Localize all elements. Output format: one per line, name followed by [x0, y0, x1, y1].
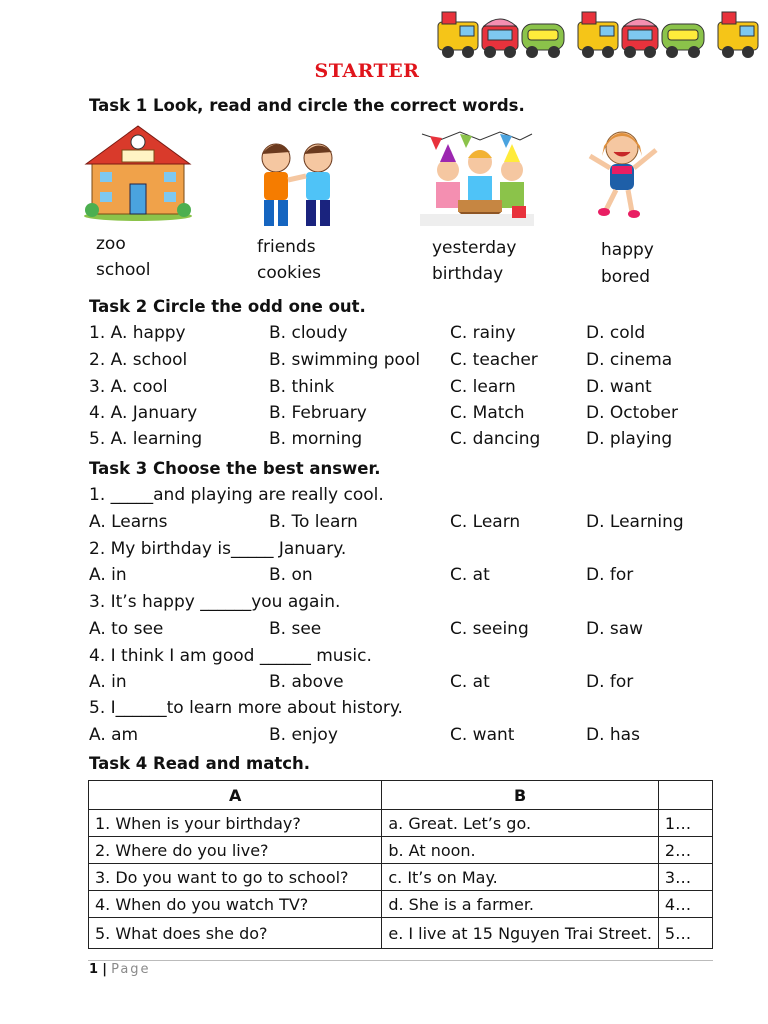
page-number: 1	[89, 962, 99, 977]
task2-option[interactable]: 5. A. learning	[89, 429, 203, 449]
question-cell: 2. Where do you live?	[89, 837, 382, 864]
task3-option[interactable]: C. seeing	[450, 619, 529, 639]
task2-option[interactable]: D. cinema	[586, 350, 673, 370]
task3-option[interactable]: A. in	[89, 672, 127, 692]
train-banner-icon	[432, 8, 768, 60]
task3-question: 5. I______to learn more about history.	[89, 698, 403, 718]
footer-separator: |	[102, 962, 107, 977]
column-a-header: A	[89, 781, 382, 810]
task3-option[interactable]: D. Learning	[586, 512, 684, 532]
question-cell: 3. Do you want to go to school?	[89, 864, 382, 891]
footer-divider	[88, 960, 713, 961]
task2-option[interactable]: B. think	[269, 377, 335, 397]
answer-cell: e. I live at 15 Nguyen Trai Street.	[382, 918, 659, 949]
task1-option[interactable]: school	[96, 260, 151, 280]
table-row	[89, 810, 713, 837]
answer-blank[interactable]: 1…	[658, 810, 712, 837]
question-cell: 5. What does she do?	[89, 918, 382, 949]
task3-option[interactable]: B. on	[269, 565, 313, 585]
answer-cell: c. It’s on May.	[382, 864, 659, 891]
answer-column-header	[658, 781, 712, 810]
task2-option[interactable]: D. cold	[586, 323, 646, 343]
answer-blank[interactable]: 2…	[658, 837, 712, 864]
task3-question: 2. My birthday is_____ January.	[89, 539, 347, 559]
task2-option[interactable]: 1. A. happy	[89, 323, 186, 343]
task2-option[interactable]: 2. A. school	[89, 350, 188, 370]
page-title: STARTER	[314, 60, 420, 82]
school-building-icon	[82, 122, 194, 222]
task3-option[interactable]: C. at	[450, 672, 490, 692]
task2-option[interactable]: 4. A. January	[89, 403, 198, 423]
task2-heading: Task 2 Circle the odd one out.	[89, 297, 366, 316]
question-cell: 4. When do you watch TV?	[89, 891, 382, 918]
task3-option[interactable]: D. has	[586, 725, 640, 745]
task2-option[interactable]: B. swimming pool	[269, 350, 421, 370]
page-footer	[89, 962, 151, 977]
task1-heading: Task 1 Look, read and circle the correct words.	[89, 96, 525, 115]
task2-option[interactable]: C. dancing	[450, 429, 541, 449]
birthday-party-icon	[420, 126, 534, 226]
task1-option[interactable]: cookies	[257, 263, 322, 283]
task3-option[interactable]: D. for	[586, 672, 634, 692]
answer-cell: b. At noon.	[382, 837, 659, 864]
task2-option[interactable]: B. February	[269, 403, 367, 423]
task3-option[interactable]: C. Learn	[450, 512, 521, 532]
answer-blank[interactable]: 3…	[658, 864, 712, 891]
answer-cell: d. She is a farmer.	[382, 891, 659, 918]
table-row	[89, 864, 713, 891]
task3-option[interactable]: B. above	[269, 672, 344, 692]
task2-option[interactable]: D. playing	[586, 429, 673, 449]
task3-option[interactable]: D. for	[586, 565, 634, 585]
task3-option[interactable]: B. enjoy	[269, 725, 338, 745]
table-row	[89, 891, 713, 918]
task4-heading: Task 4 Read and match.	[89, 754, 311, 773]
task1-option[interactable]: friends	[257, 237, 316, 257]
task3-option[interactable]: C. at	[450, 565, 490, 585]
task2-option[interactable]: C. Match	[450, 403, 525, 423]
answer-cell: a. Great. Let’s go.	[382, 810, 659, 837]
answer-blank[interactable]: 4…	[658, 891, 712, 918]
table-row	[89, 918, 713, 949]
task3-option[interactable]: A. to see	[89, 619, 164, 639]
page-label: Page	[111, 962, 151, 977]
task2-option[interactable]: 3. A. cool	[89, 377, 168, 397]
task1-option[interactable]: zoo	[96, 234, 126, 254]
task3-question: 1. _____and playing are really cool.	[89, 485, 384, 505]
task2-option[interactable]: D. want	[586, 377, 652, 397]
happy-girl-icon	[584, 126, 664, 220]
task2-option[interactable]: B. cloudy	[269, 323, 348, 343]
task3-option[interactable]: A. in	[89, 565, 127, 585]
match-table	[88, 780, 713, 949]
two-friends-icon	[252, 136, 344, 232]
task2-option[interactable]: B. morning	[269, 429, 363, 449]
task2-option[interactable]: D. October	[586, 403, 678, 423]
task3-option[interactable]: D. saw	[586, 619, 644, 639]
table-row	[89, 837, 713, 864]
task3-option[interactable]: A. Learns	[89, 512, 168, 532]
task2-option[interactable]: C. rainy	[450, 323, 516, 343]
question-cell: 1. When is your birthday?	[89, 810, 382, 837]
task2-option[interactable]: C. teacher	[450, 350, 538, 370]
task3-option[interactable]: B. see	[269, 619, 322, 639]
task1-option[interactable]: happy	[601, 240, 654, 260]
task1-option[interactable]: yesterday	[432, 238, 517, 258]
task3-option[interactable]: A. am	[89, 725, 139, 745]
task3-question: 3. It’s happy ______you again.	[89, 592, 341, 612]
task1-option[interactable]: bored	[601, 267, 651, 287]
column-b-header: B	[382, 781, 659, 810]
task2-option[interactable]: C. learn	[450, 377, 516, 397]
task3-question: 4. I think I am good ______ music.	[89, 646, 372, 666]
task1-option[interactable]: birthday	[432, 264, 504, 284]
answer-blank[interactable]: 5…	[658, 918, 712, 949]
task3-heading: Task 3 Choose the best answer.	[89, 459, 381, 478]
task3-option[interactable]: C. want	[450, 725, 515, 745]
task3-option[interactable]: B. To learn	[269, 512, 358, 532]
